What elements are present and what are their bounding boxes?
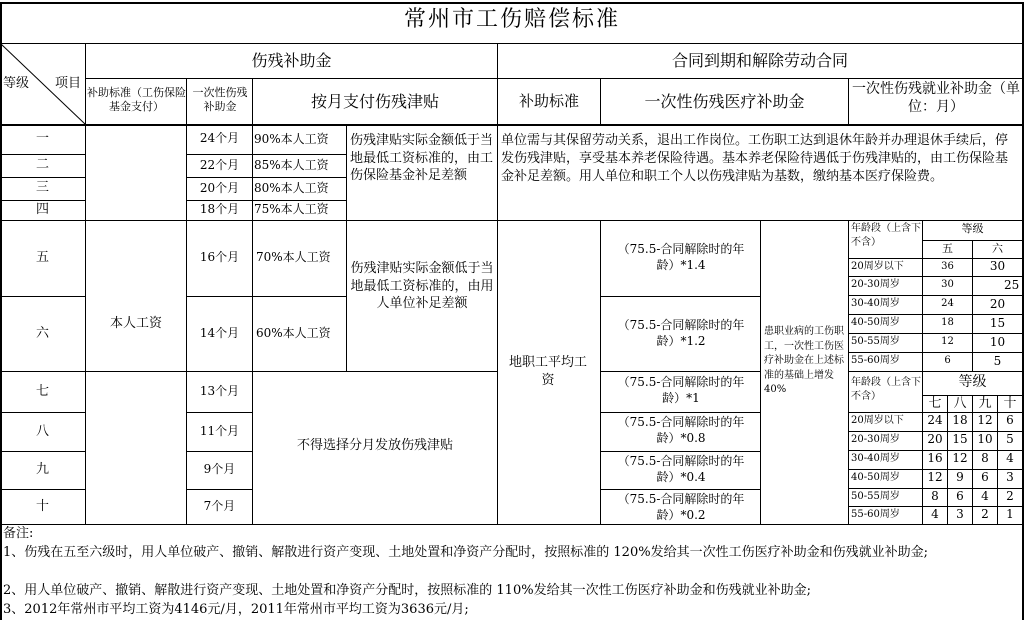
allowance-note-grades-5-6: 伤残津贴实际金额低于当地最低工资标准的，由用人单位补足差额 xyxy=(350,261,494,312)
wage-pct-3: 80%本人工资 xyxy=(254,181,329,195)
grade-6: 六 xyxy=(35,326,49,341)
emp-b-value: 18 xyxy=(952,413,968,427)
emp-b-value: 16 xyxy=(927,451,943,465)
emp-a-value: 18 xyxy=(941,317,954,328)
emp-b-value: 6 xyxy=(981,470,989,484)
emp-a-col-6: 六 xyxy=(992,242,1003,255)
emp-b-grade-label: 等级 xyxy=(958,374,987,390)
months-7: 13个月 xyxy=(199,384,240,398)
months-4: 18个月 xyxy=(199,202,240,216)
emp-b-value: 9 xyxy=(956,470,964,484)
emp-b-value: 2 xyxy=(1006,489,1014,503)
emp-a-grade-label: 等级 xyxy=(961,222,984,235)
emp-a-value: 6 xyxy=(944,355,951,366)
grade-1: 一 xyxy=(35,131,49,146)
allowance-note-grades-1-4: 伤残津贴实际金额低于当地最低工资标准的，由工伤保险基金补足差额 xyxy=(350,133,494,184)
months-2: 22个月 xyxy=(199,158,240,172)
emp-a-age-6: 55-60周岁 xyxy=(851,355,900,366)
emp-b-value: 5 xyxy=(1006,432,1014,446)
emp-a-value: 20 xyxy=(989,297,1006,311)
header-one-time: 一次性伤残补助金 xyxy=(192,86,248,113)
page-title: 常州市工伤赔偿标准 xyxy=(403,7,620,32)
wage-pct-2: 85%本人工资 xyxy=(254,158,329,172)
occupational-disease-note: 患职业病的工伤职工，一次性工伤医疗补助金在上述标准的基础上增发 40% xyxy=(764,326,844,395)
header-medical: 一次性伤残医疗补助金 xyxy=(644,92,805,111)
avg-wage-cell: 地职工平均工资 xyxy=(508,355,587,389)
emp-b-age-6: 55-60周岁 xyxy=(851,509,900,520)
months-3: 20个月 xyxy=(199,181,240,195)
header-contract: 合同到期和解除劳动合同 xyxy=(671,51,848,70)
emp-a-age-5: 50-55周岁 xyxy=(851,336,900,347)
emp-b-value: 6 xyxy=(1006,413,1014,427)
corner-grade-label: 等级 xyxy=(3,76,30,91)
emp-a-value: 24 xyxy=(941,298,954,309)
emp-b-value: 8 xyxy=(981,451,989,465)
emp-b-age-5: 50-55周岁 xyxy=(851,491,900,502)
months-1: 24个月 xyxy=(199,131,240,145)
corner-item-label: 项目 xyxy=(55,76,82,91)
emp-a-age-1: 20周岁以下 xyxy=(851,261,904,272)
months-5: 16个月 xyxy=(199,250,240,264)
emp-a-age-4: 40-50周岁 xyxy=(851,317,900,328)
retain-employment-text: 单位需与其保留劳动关系，退出工作岗位。工伤职工达到退休年龄并办理退休手续后，停发伤残津贴，享受基本养老保险待遇。基本养老保险待遇低于伤残津贴的，由工伤保险基金补足差额。用人单位和职工个人以伤残津贴为基数，缴纳基本医疗保险费。 xyxy=(501,133,1009,185)
emp-b-value: 4 xyxy=(931,507,939,521)
emp-b-value: 12 xyxy=(952,451,968,465)
header-employment: 一次性伤残就业补助金（单位：月） xyxy=(852,81,1020,115)
grade-9: 九 xyxy=(35,462,49,477)
emp-b-value: 1 xyxy=(1006,507,1014,521)
formula-grade-10: （75.5-合同解除时的年龄）*0.2 xyxy=(617,492,745,523)
header-monthly: 按月支付伤残津贴 xyxy=(310,92,439,111)
months-6: 14个月 xyxy=(199,326,240,340)
emp-b-value: 10 xyxy=(977,432,993,446)
grade-10: 十 xyxy=(35,499,49,514)
grade-7: 七 xyxy=(35,384,49,399)
emp-b-value: 20 xyxy=(927,432,943,446)
emp-a-value: 12 xyxy=(941,336,954,347)
formula-grade-8: （75.5-合同解除时的年龄）*0.8 xyxy=(617,415,745,446)
header-disability: 伤残补助金 xyxy=(251,51,332,70)
emp-b-col-7: 七 xyxy=(928,396,942,411)
emp-a-value: 25 xyxy=(1004,278,1020,292)
emp-b-col-8: 八 xyxy=(953,396,967,411)
notes-label: 备注: xyxy=(3,526,34,541)
emp-a-value: 36 xyxy=(941,261,954,272)
emp-a-value: 30 xyxy=(989,259,1006,273)
wage-pct-6: 60%本人工资 xyxy=(256,326,331,340)
no-monthly-allowance: 不得选择分月发放伤残津贴 xyxy=(296,438,453,453)
emp-a-value: 5 xyxy=(993,354,1002,368)
note-1: 1、伤残在五至六级时，用人单位破产、撤销、解散进行资产变现、土地处置和净资产分配时，按照标准的 120%发给其一次性工伤医疗补助金和伤残就业补助金; xyxy=(3,545,928,560)
formula-grade-9: （75.5-合同解除时的年龄）*0.4 xyxy=(617,454,745,485)
emp-b-value: 12 xyxy=(977,413,993,427)
emp-b-age-2: 20-30周岁 xyxy=(851,434,900,445)
emp-b-value: 4 xyxy=(981,489,989,503)
emp-b-value: 2 xyxy=(981,507,989,521)
emp-b-col-9: 九 xyxy=(978,396,992,411)
header-std-fund: 补助标准（工伤保险基金支付） xyxy=(87,86,186,113)
emp-a-value: 30 xyxy=(941,279,954,290)
formula-grade-6: （75.5-合同解除时的年龄）*1.2 xyxy=(617,318,745,349)
emp-b-col-10: 十 xyxy=(1003,396,1017,411)
emp-b-age-3: 30-40周岁 xyxy=(851,453,900,464)
months-10: 7个月 xyxy=(203,499,236,513)
wage-pct-1: 90%本人工资 xyxy=(254,132,329,146)
emp-b-value: 12 xyxy=(927,470,943,484)
emp-a-age-3: 30-40周岁 xyxy=(851,298,900,309)
note-3: 3、2012年常州市平均工资为4146元/月，2011年常州市平均工资为3636元/月; xyxy=(3,602,469,617)
grade-3: 三 xyxy=(35,180,49,195)
emp-a-value: 10 xyxy=(989,335,1006,349)
emp-b-value: 3 xyxy=(1006,470,1014,484)
emp-b-age-4: 40-50周岁 xyxy=(851,472,900,483)
emp-b-value: 6 xyxy=(956,489,964,503)
emp-b-value: 8 xyxy=(931,489,939,503)
emp-a-age-label: 年龄段（上含下不含） xyxy=(851,223,921,248)
emp-a-col-5: 五 xyxy=(942,242,953,255)
emp-b-age-1: 20周岁以下 xyxy=(851,415,904,426)
months-9: 9个月 xyxy=(203,462,236,476)
grade-5: 五 xyxy=(35,250,49,265)
emp-b-value: 3 xyxy=(956,507,964,521)
header-subsidy-std: 补助标准 xyxy=(518,92,579,110)
emp-b-value: 24 xyxy=(927,413,943,427)
emp-a-age-2: 20-30周岁 xyxy=(851,279,900,290)
emp-b-age-label: 年龄段（上含下不含） xyxy=(851,377,921,402)
formula-grade-5: （75.5-合同解除时的年龄）*1.4 xyxy=(617,242,745,273)
note-2: 2、用人单位破产、撤销、解散进行资产变现、土地处置和净资产分配时，按照标准的 110%发给其一次性工伤医疗补助金和伤残就业补助金; xyxy=(3,583,811,598)
grade-4: 四 xyxy=(35,202,49,217)
wage-pct-5: 70%本人工资 xyxy=(256,250,331,264)
grade-2: 二 xyxy=(35,157,49,172)
emp-b-value: 4 xyxy=(1006,451,1014,465)
grade-8: 八 xyxy=(35,424,49,439)
emp-b-value: 15 xyxy=(952,432,968,446)
months-8: 11个月 xyxy=(199,424,240,438)
self-wage-cell: 本人工资 xyxy=(109,316,162,331)
formula-grade-7: （75.5-合同解除时的年龄）*1 xyxy=(617,375,745,406)
wage-pct-4: 75%本人工资 xyxy=(254,202,329,216)
emp-a-value: 15 xyxy=(989,316,1006,330)
